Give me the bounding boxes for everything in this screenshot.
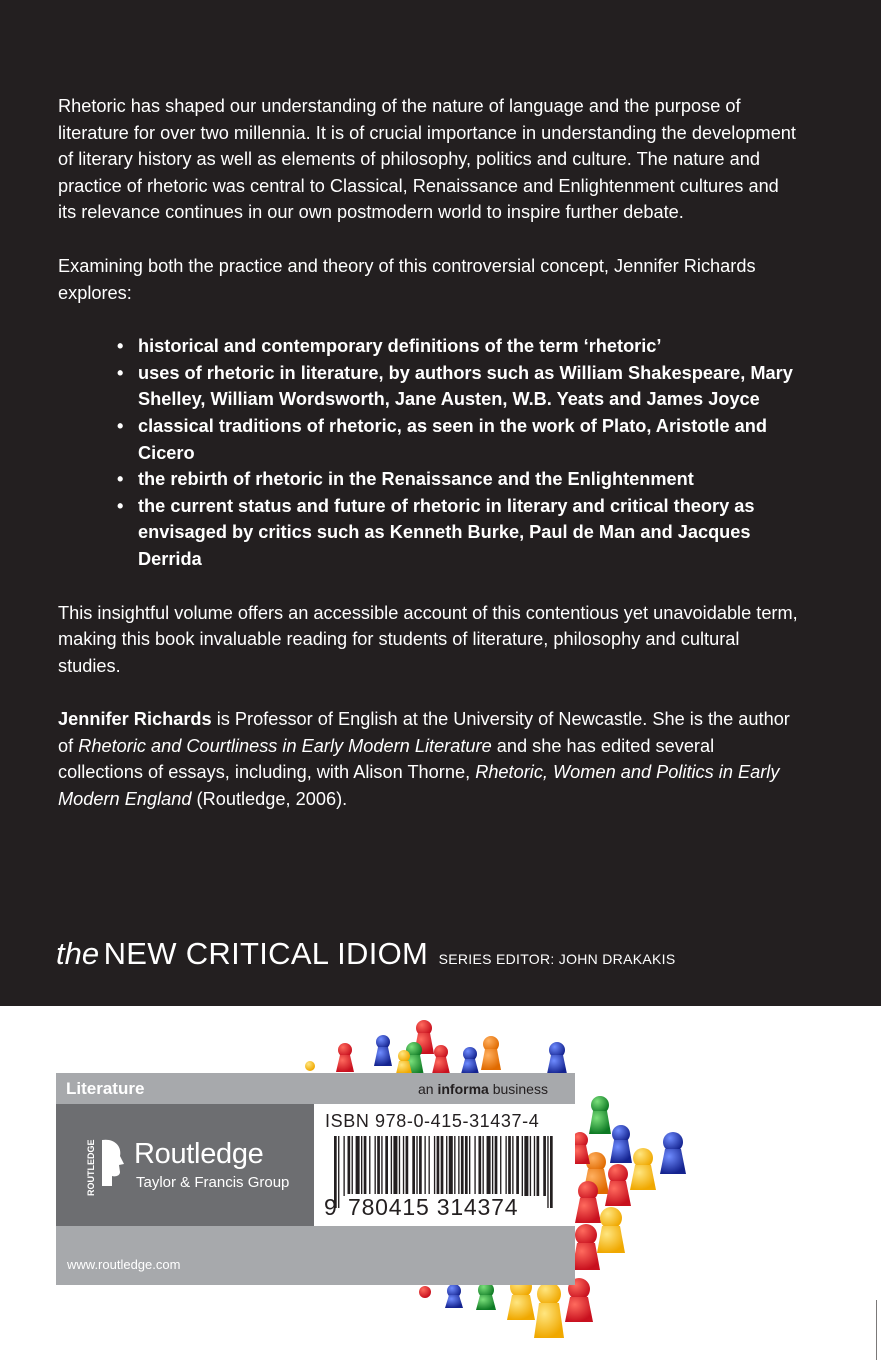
barcode-bar [369,1136,370,1196]
barcode-bar [522,1136,523,1196]
barcode-bar [512,1136,513,1196]
list-item: • uses of rhetoric in literature, by authors such as William Shakespeare, Mary Shelley, William Wordsworth, Jane Austen, W.B. Yeats and James Joyce [138,360,798,413]
barcode-bar [391,1136,392,1196]
barcode-bar [500,1136,501,1196]
author-bio-text-c: (Routledge, 2006). [191,789,348,810]
barcode-bar [403,1136,404,1196]
barcode-bar [406,1136,409,1196]
barcode-bar [454,1136,455,1196]
informa-tagline [418,1081,548,1097]
list-item: • the rebirth of rhetoric in the Renaissance and the Enlightenment [138,466,798,493]
barcode-bar [361,1136,362,1196]
barcode-bar [492,1136,493,1196]
author-bio-text-a: is Professor of English at the University of Newcastle. She is the author of [58,709,790,756]
barcode-bar [508,1136,511,1196]
barcode-bar [543,1136,546,1196]
barcode-bar [537,1136,540,1196]
informa-prefix: an [418,1081,438,1097]
book-title-2: Rhetoric, Women and Politics in Early Modern England [58,762,780,810]
publisher-group: Taylor & Francis Group [136,1174,290,1191]
barcode-bar [338,1136,339,1208]
barcode-bar [495,1136,498,1196]
blurb-paragraph-1: Rhetoric has shaped our understanding of the nature of language and the purpose of literature for over two millennia. It is of crucial importance in understanding the development of literary history as well as elements of philosophy, politics and culture. The nature and practice of rhetoric was central to Classical, Renaissance and Enlightenment cultures and its relevance continues in our own postmodern world to inspire further debate. [58,96,796,223]
blurb [58,93,798,813]
barcode-bar [352,1136,353,1196]
barcode-bar [449,1136,453,1196]
barcode-bar [375,1136,376,1196]
series-title: NEW CRITICAL IDIOM [103,936,429,971]
ean-first-digit: 9 [324,1194,337,1220]
barcode-bar [393,1136,397,1196]
edge-crop-mark [876,1300,877,1360]
barcode-bar [461,1136,464,1196]
routledge-head-icon [84,1136,130,1198]
author-bio [58,706,798,812]
barcode-bar [483,1136,484,1196]
topics-list [58,333,798,572]
barcode-bar [458,1136,459,1196]
author-name: Jennifer Richards [58,709,212,730]
barcode-bar [550,1136,553,1208]
barcode-bar [364,1136,367,1196]
panel-footer [56,1226,575,1285]
list-item: • the current status and future of rhetoric in literary and critical theory as envisaged by critics such as Kenneth Burke, Paul de Man and Jacques Derrida [138,493,798,573]
barcode-bar [547,1136,548,1208]
barcode-bar [419,1136,422,1196]
barcode-box [314,1104,575,1226]
panel-header [56,1073,575,1104]
barcode-bar [469,1136,470,1196]
publisher-logo-area [56,1104,314,1226]
barcode-bar [416,1136,417,1196]
book-title-1: Rhetoric and Courtliness in Early Modern Literature [78,735,492,756]
logo-vertical-text: ROUTLEDGE [86,1139,96,1196]
series-prefix: the [56,936,100,971]
barcode-bar [474,1136,475,1196]
informa-suffix: business [488,1081,548,1097]
barcode-bar [356,1136,360,1196]
list-item: • classical traditions of rhetoric, as seen in the work of Plato, Aristotle and Cicero [138,413,798,466]
barcode-bar [446,1136,447,1196]
publisher-name: Routledge [134,1138,264,1170]
series-editor: SERIES EDITOR: JOHN DRAKAKIS [438,951,676,967]
barcode-bar [530,1136,531,1196]
barcode-bar [381,1136,382,1196]
barcode-bar [377,1136,380,1196]
barcode-bar [412,1136,415,1196]
barcode-bar [487,1136,491,1196]
barcode-bar [434,1136,435,1196]
barcode-bar [465,1136,468,1196]
isbn-label: ISBN 978-0-415-31437-4 [325,1111,540,1131]
list-item: • historical and contemporary definitions of the term ‘rhetoric’ [138,333,798,360]
category-label: Literature [66,1079,145,1098]
barcode-bar [429,1136,430,1196]
barcode-bar [348,1136,351,1196]
barcode-bar [437,1136,440,1196]
barcode-bar [505,1136,506,1196]
blurb-paragraph-2: Examining both the practice and theory of this controversial concept, Jennifer Richards explores: [58,255,756,303]
informa-word: informa [437,1081,489,1097]
barcode-bar [534,1136,535,1196]
ean-digits: 780415 314374 [348,1194,519,1220]
author-bio-text-b: and she has edited several collections of essays, including, with Alison Thorne, [58,735,715,783]
routledge-logo [84,1136,304,1196]
series-banner [56,936,675,972]
barcode-bar [478,1136,481,1196]
barcode-bar [516,1136,519,1196]
barcode-bar [343,1136,344,1196]
barcode-bar [399,1136,400,1196]
website-url: www.routledge.com [67,1257,181,1272]
barcode-bar [385,1136,388,1196]
publisher-panel [56,1073,575,1285]
barcode-bar [524,1136,528,1196]
barcode-bar [424,1136,425,1196]
blurb-paragraph-3: This insightful volume offers an accessible account of this contentious yet unavoidable term, making this book invaluable reading for students of literature, philosophy and cultural studies. [58,602,798,676]
